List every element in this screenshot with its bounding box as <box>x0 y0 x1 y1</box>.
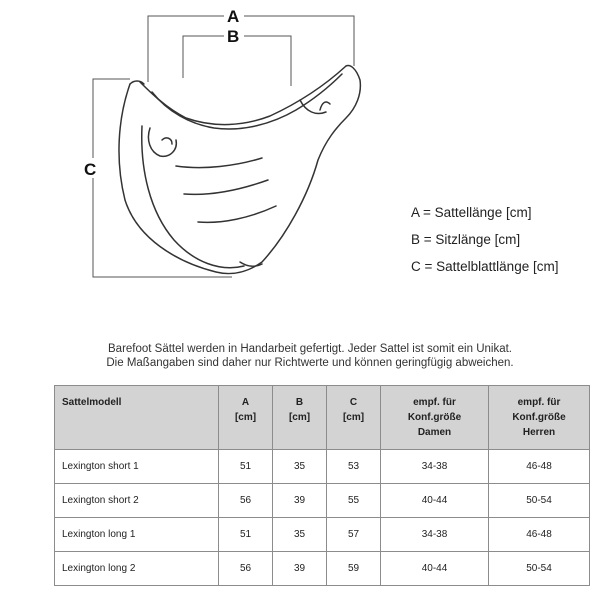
header-women-line2: Konf.größe <box>407 412 462 423</box>
cell-model: Lexington short 2 <box>55 484 219 518</box>
bracket-b-right <box>244 36 291 86</box>
cell-b: 35 <box>273 450 327 484</box>
intro-line-1: Barefoot Sättel werden in Handarbeit gefertigt. Jeder Sattel ist somit ein Unikat. <box>108 343 512 355</box>
cell-men: 46-48 <box>489 518 590 552</box>
label-b: B <box>227 27 240 46</box>
header-model: Sattelmodell <box>55 386 219 450</box>
header-b-line1: B <box>295 397 304 408</box>
cell-c: 57 <box>327 518 381 552</box>
label-c: C <box>84 160 97 179</box>
header-men <box>489 386 590 450</box>
cell-a: 51 <box>219 518 273 552</box>
cell-model: Lexington long 2 <box>55 552 219 586</box>
cell-women: 40-44 <box>381 552 489 586</box>
header-b-line2: [cm] <box>288 412 311 423</box>
table-row <box>55 484 590 518</box>
cell-b: 35 <box>273 518 327 552</box>
cell-model: Lexington short 1 <box>55 450 219 484</box>
table-row <box>55 450 590 484</box>
cell-a: 56 <box>219 484 273 518</box>
saddle-illustration <box>119 66 360 274</box>
table-header-row <box>55 386 590 450</box>
cell-men: 50-54 <box>489 552 590 586</box>
bracket-c <box>93 79 130 158</box>
cell-c: 59 <box>327 552 381 586</box>
dimension-brackets <box>93 16 354 277</box>
header-c <box>327 386 381 450</box>
intro-line-2: Die Maßangaben sind daher nur Richtwerte und können geringfügig abweichen. <box>106 357 514 369</box>
cell-a: 56 <box>219 552 273 586</box>
cell-women: 34-38 <box>381 450 489 484</box>
header-women-line3: Damen <box>417 427 452 438</box>
cell-b: 39 <box>273 484 327 518</box>
table-row <box>55 518 590 552</box>
cell-c: 55 <box>327 484 381 518</box>
cell-men: 50-54 <box>489 484 590 518</box>
label-a: A <box>227 7 240 26</box>
cell-model: Lexington long 1 <box>55 518 219 552</box>
cell-a: 51 <box>219 450 273 484</box>
cell-women: 34-38 <box>381 518 489 552</box>
header-a-line2: [cm] <box>234 412 257 423</box>
header-men-line2: Konf.größe <box>512 412 566 423</box>
legend-c: C = Sattelblattlänge [cm] <box>411 259 559 274</box>
cell-women: 40-44 <box>381 484 489 518</box>
bracket-a-right <box>244 16 354 66</box>
header-a <box>219 386 273 450</box>
size-table <box>54 385 590 586</box>
bracket-b <box>183 36 224 78</box>
cell-b: 39 <box>273 552 327 586</box>
legend-b: B = Sitzlänge [cm] <box>411 232 521 247</box>
cell-c: 53 <box>327 450 381 484</box>
header-a-line1: A <box>241 397 250 408</box>
legend-a: A = Sattellänge [cm] <box>411 205 532 220</box>
header-men-line1: empf. für <box>517 397 561 408</box>
header-men-line3: Herren <box>522 427 556 438</box>
bracket-a <box>148 16 224 82</box>
cell-men: 46-48 <box>489 450 590 484</box>
header-c-line1: C <box>349 397 358 408</box>
table-row <box>55 552 590 586</box>
header-women <box>381 386 489 450</box>
header-b <box>273 386 327 450</box>
header-c-line2: [cm] <box>342 412 365 423</box>
header-women-line1: empf. für <box>413 397 456 408</box>
